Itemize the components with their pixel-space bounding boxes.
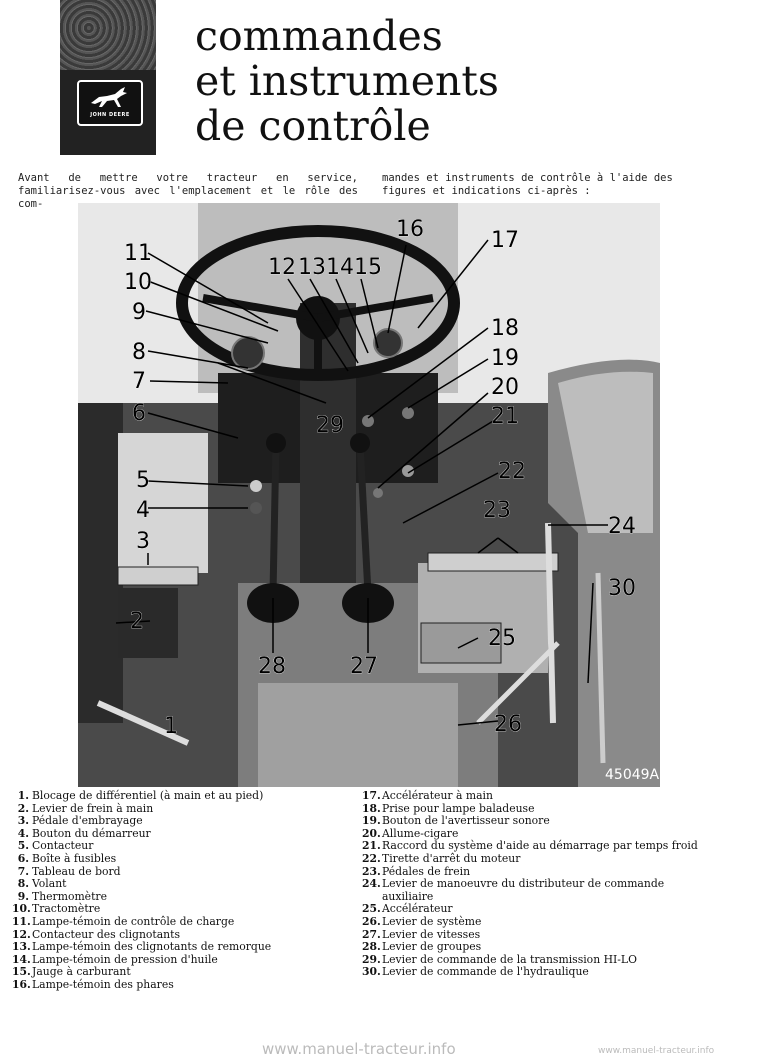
legend-item: 22. Tirette d'arrêt du moteur — [362, 851, 521, 865]
legend-item: 1. Blocage de différentiel (à main et au pied) — [17, 789, 264, 802]
legend-item: 14. Lampe-témoin de pression d'huile — [12, 952, 218, 966]
legend-item: 5. Contacteur — [17, 839, 94, 853]
callout-26: 26 — [494, 712, 522, 737]
legend-item: 10. Tractomètre — [12, 902, 101, 916]
tractor-controls-photo — [78, 203, 660, 787]
legend-item: 3. Pédale d'embrayage — [17, 814, 143, 828]
callout-13: 13 — [298, 255, 326, 280]
callout-9: 9 — [132, 300, 146, 325]
john-deere-badge — [77, 80, 143, 126]
callout-1: 1 — [164, 714, 178, 739]
callout-4: 4 — [136, 498, 150, 523]
callout-7: 7 — [132, 369, 146, 394]
callout-19: 19 — [491, 346, 519, 371]
legend-item: 15. Jauge à carburant — [12, 965, 131, 979]
legend-item: 12. Contacteur des clignotants — [12, 927, 181, 941]
legend-item: 2. Levier de frein à main — [17, 801, 154, 815]
callout-18: 18 — [491, 316, 519, 341]
callout-21: 21 — [491, 404, 519, 429]
brand-name: JOHN DEERE — [90, 112, 130, 118]
intro-text-left: Avant de mettre votre tracteur en service, familiarisez-vous avec l'emplacement et le rôle des com- — [18, 172, 358, 210]
legend-item: 27. Levier de vitesses — [362, 927, 481, 941]
callout-27: 27 — [350, 654, 378, 679]
callout-6: 6 — [132, 401, 146, 426]
legend-item: 23. Pédales de frein — [362, 864, 471, 878]
page-title — [195, 14, 499, 149]
intro-text-right: mandes et instruments de contrôle à l'aide des figures et indications ci-après : — [382, 172, 673, 197]
legend-item: 18. Prise pour lampe baladeuse — [362, 801, 535, 815]
legend-item: 6. Boîte à fusibles — [17, 851, 117, 865]
title-line: commandes — [195, 12, 443, 60]
legend-item: 7. Tableau de bord — [17, 864, 121, 878]
legend-item: 11. Lampe-témoin de contrôle de charge — [12, 914, 235, 928]
title-line: et instruments — [195, 57, 499, 105]
callout-5: 5 — [136, 468, 150, 493]
transmission-hump — [258, 683, 458, 787]
logo-texture — [60, 0, 156, 70]
callout-14: 14 — [326, 255, 354, 280]
watermark-small: www.manuel-tracteur.info — [598, 1046, 715, 1056]
callout-11: 11 — [124, 241, 152, 266]
callout-16: 16 — [396, 217, 424, 242]
callout-25: 25 — [488, 626, 516, 651]
callout-28: 28 — [258, 654, 286, 679]
brake-pedals — [428, 553, 558, 571]
legend-item: 24. Levier de manoeuvre du distributeur de commande auxiliaire — [362, 877, 665, 903]
legend-item: 21. Raccord du système d'aide au démarrage par temps froid — [362, 839, 698, 853]
callout-8: 8 — [132, 340, 146, 365]
callout-30: 30 — [608, 576, 636, 601]
brand-logo-block — [60, 0, 156, 155]
legend-item: 8. Volant — [17, 877, 67, 891]
legend-item: 17. Accélérateur à main — [362, 789, 493, 802]
legend-item: 28. Levier de groupes — [362, 940, 482, 954]
callout-17: 17 — [491, 228, 519, 253]
legend-item: 20. Allume-cigare — [362, 826, 459, 840]
callout-22: 22 — [498, 459, 526, 484]
left-fender — [118, 433, 208, 573]
gear-lever-28 — [273, 443, 276, 593]
legend-left-column — [12, 790, 362, 992]
callout-15: 15 — [354, 255, 382, 280]
legend-item: 25. Accélérateur — [362, 902, 453, 916]
legend-item: 29. Levier de commande de la transmission HI-LO — [362, 952, 637, 966]
callout-24: 24 — [608, 514, 636, 539]
figure-reference: 45049A — [605, 767, 660, 783]
legend-item: 13. Lampe-témoin des clignotants de remorque — [12, 940, 272, 954]
callout-20: 20 — [491, 375, 519, 400]
callout-3: 3 — [136, 529, 150, 554]
legend-item: 26. Levier de système — [362, 914, 482, 928]
legend-item: 19. Bouton de l'avertisseur sonore — [362, 814, 550, 828]
callout-29: 29 — [316, 413, 344, 438]
callout-12: 12 — [268, 255, 296, 280]
clutch-pedal — [118, 567, 198, 585]
legend-item: 16. Lampe-témoin des phares — [12, 977, 174, 991]
deer-icon — [87, 85, 131, 111]
callout-2: 2 — [130, 609, 144, 634]
callout-23: 23 — [483, 498, 511, 523]
watermark: www.manuel-tracteur.info — [262, 1040, 456, 1058]
legend-item: 9. Thermomètre — [17, 889, 107, 903]
legend-right-column — [362, 790, 717, 979]
legend-item: 30. Levier de commande de l'hydraulique — [362, 965, 589, 979]
callout-10: 10 — [124, 270, 152, 295]
legend-item: 4. Bouton du démarreur — [17, 826, 151, 840]
left-wheel — [78, 403, 123, 723]
title-line: de contrôle — [195, 102, 431, 150]
